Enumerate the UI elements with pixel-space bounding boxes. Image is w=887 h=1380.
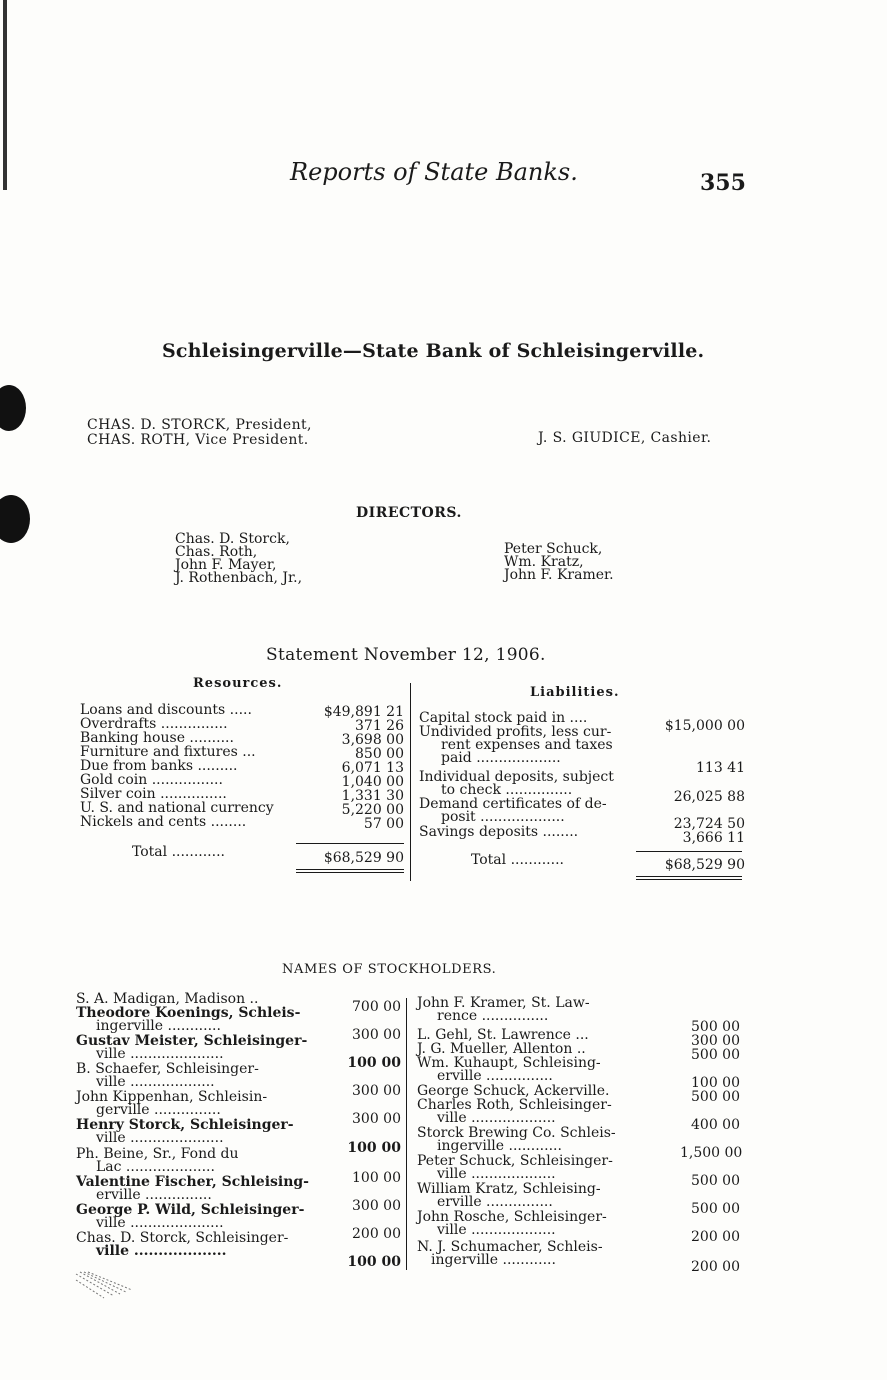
stockholder-name: Wm. Kuhaupt, Schleising- erville ............... (417, 1055, 601, 1084)
stockholder-name: Henry Storck, Schleisinger- ville ..................... (76, 1117, 294, 1146)
resources-total-amount: $68,529 90 (323, 850, 404, 866)
stockholder-name: Charles Roth, Schleisinger- ville ................... (417, 1097, 612, 1126)
stockholder-name: Gustav Meister, Schleisinger- ville ..................... (76, 1033, 308, 1062)
resources-total-label: Total ............ (132, 844, 225, 860)
stockholder-name: George Schuck, Ackerville. (417, 1083, 610, 1099)
liabilities-double-rule (636, 876, 742, 880)
resource-label: Furniture and fixtures ... (80, 744, 256, 760)
stockholder-amount: 500 00 (691, 1047, 740, 1063)
stockholder-amount: 500 00 (691, 1089, 740, 1105)
liability-amount: 26,025 88 (673, 789, 745, 805)
stockholder-amount: 200 00 (352, 1226, 401, 1242)
column-divider (410, 683, 411, 881)
director-name: Wm. Kratz, (504, 554, 584, 570)
vice-president-line: CHAS. ROTH, Vice President. (87, 432, 309, 448)
stockholder-amount: 300 00 (352, 1083, 401, 1099)
stockholder-amount: 300 00 (352, 1111, 401, 1127)
stockholder-name: John Rosche, Schleisinger- ville ................... (417, 1209, 607, 1238)
director-name: J. Rothenbach, Jr., (175, 570, 303, 586)
resource-label: Nickels and cents ........ (80, 814, 247, 830)
stockholder-amount: 100 00 (691, 1075, 740, 1091)
directors-right-list (504, 543, 614, 582)
stockholder-name: Ph. Beine, Sr., Fond du Lac .................... (76, 1146, 239, 1175)
stockholder-name: Valentine Fischer, Schleising- erville ............... (76, 1174, 309, 1203)
resources-sum-rule (296, 843, 404, 844)
resource-amount: 6,071 13 (341, 760, 404, 776)
ink-blot (0, 495, 30, 543)
directors-heading: DIRECTORS. (356, 505, 462, 521)
resource-label: Loans and discounts ..... (80, 702, 252, 718)
directors-left-list (175, 533, 302, 585)
stockholder-amount: 500 00 (691, 1019, 740, 1035)
resources-heading: Resources. (193, 676, 283, 691)
stockholder-amount: 400 00 (691, 1117, 740, 1133)
stockholder-name: George P. Wild, Schleisinger- ville ..................... (76, 1202, 305, 1231)
stockholder-name: Theodore Koenings, Schleis- ingerville ............ (76, 1005, 301, 1034)
liabilities-total-label: Total ............ (471, 852, 564, 868)
resource-amount: 3,698 00 (341, 732, 404, 748)
stockholder-name: Peter Schuck, Schleisinger- ville ................... (417, 1153, 613, 1182)
liability-label: Demand certificates of de- posit ................... (419, 796, 607, 825)
stockholder-name: J. G. Mueller, Allenton .. (417, 1041, 586, 1057)
liability-label: Savings deposits ........ (419, 824, 579, 840)
stockholder-amount: 100 00 (347, 1140, 401, 1156)
resource-amount: 57 00 (363, 816, 404, 832)
resource-amount: 5,220 00 (341, 802, 404, 818)
resource-label: Banking house .......... (80, 730, 234, 746)
stockholder-name: S. A. Madigan, Madison .. (76, 991, 259, 1007)
stockholder-name: B. Schaefer, Schleisinger- ville ................... (76, 1061, 259, 1090)
stockholder-name: Chas. D. Storck, Schleisinger- ville ................... (76, 1230, 289, 1259)
stockholder-amount: 700 00 (352, 999, 401, 1015)
director-name: Peter Schuck, (504, 541, 603, 557)
liability-label: Capital stock paid in .... (419, 710, 588, 726)
stockholder-amount: 100 00 (352, 1170, 401, 1186)
director-name: John F. Kramer. (504, 567, 614, 583)
page-number: 355 (700, 170, 746, 196)
resource-amount: 1,040 00 (341, 774, 404, 790)
stockholder-amount: 300 00 (691, 1033, 740, 1049)
resource-label: Gold coin ................ (80, 772, 223, 788)
stockholder-amount: 500 00 (691, 1201, 740, 1217)
bank-title: Schleisingerville—State Bank of Schleisingerville. (162, 340, 705, 362)
stockholder-amount: 100 00 (347, 1055, 401, 1071)
president-line: CHAS. D. STORCK, President, (87, 417, 312, 433)
liability-label: Individual deposits, subject to check ............... (419, 769, 614, 798)
resource-amount: 1,331 30 (341, 788, 404, 804)
stockholder-name: N. J. Schumacher, Schleis- ingerville ............ (417, 1239, 603, 1268)
stockholders-heading: NAMES OF STOCKHOLDERS. (282, 962, 497, 977)
cashier-line: J. S. GIUDICE, Cashier. (538, 430, 712, 446)
stockholder-name: John F. Kramer, St. Law- rence ............... (417, 995, 590, 1024)
stockholder-amount: 1,500 00 (680, 1145, 743, 1161)
resource-amount: 850 00 (355, 746, 404, 762)
director-name: Chas. Roth, (175, 544, 258, 560)
liabilities-sum-rule (636, 851, 742, 852)
officers-left (87, 418, 312, 448)
stockholder-amount: 300 00 (352, 1027, 401, 1043)
resource-amount: 371 26 (355, 718, 404, 734)
stockholder-name: John Kippenhan, Schleisin- gerville ............... (76, 1089, 268, 1118)
stockholder-amount: 500 00 (691, 1173, 740, 1189)
stockholders-divider (406, 998, 407, 1270)
resources-double-rule (296, 869, 404, 873)
stockholder-amount: 200 00 (691, 1259, 740, 1275)
stockholder-amount: 300 00 (352, 1198, 401, 1214)
stockholder-amount: 200 00 (691, 1229, 740, 1245)
liability-amount: 3,666 11 (682, 830, 745, 846)
liabilities-heading: Liabilities. (530, 685, 620, 700)
liability-amount: 23,724 50 (673, 816, 745, 832)
liabilities-total-amount: $68,529 90 (664, 857, 745, 873)
stockholder-name: L. Gehl, St. Lawrence ... (417, 1027, 589, 1043)
statement-title: Statement November 12, 1906. (266, 645, 546, 665)
stockholder-amount: 100 00 (347, 1254, 401, 1270)
liability-label: Undivided profits, less cur- rent expenses and taxes paid ................... (419, 724, 613, 766)
scan-smudge (74, 1270, 154, 1300)
resource-label: Due from banks ......... (80, 758, 238, 774)
resource-label: Silver coin ............... (80, 786, 227, 802)
director-name: Chas. D. Storck, (175, 531, 290, 547)
page-edge-shadow (3, 0, 7, 190)
director-name: John F. Mayer, (175, 557, 277, 573)
liability-amount: 113 41 (696, 760, 745, 776)
ink-blot (0, 385, 26, 431)
resource-label: U. S. and national currency (80, 800, 274, 816)
running-head: Reports of State Banks. (290, 158, 578, 186)
stockholder-name: Storck Brewing Co. Schleis- ingerville ............ (417, 1125, 616, 1154)
resource-amount: $49,891 21 (323, 704, 404, 720)
stockholder-name: William Kratz, Schleising- erville ............... (417, 1181, 601, 1210)
liability-amount: $15,000 00 (664, 718, 745, 734)
resource-label: Overdrafts ............... (80, 716, 228, 732)
